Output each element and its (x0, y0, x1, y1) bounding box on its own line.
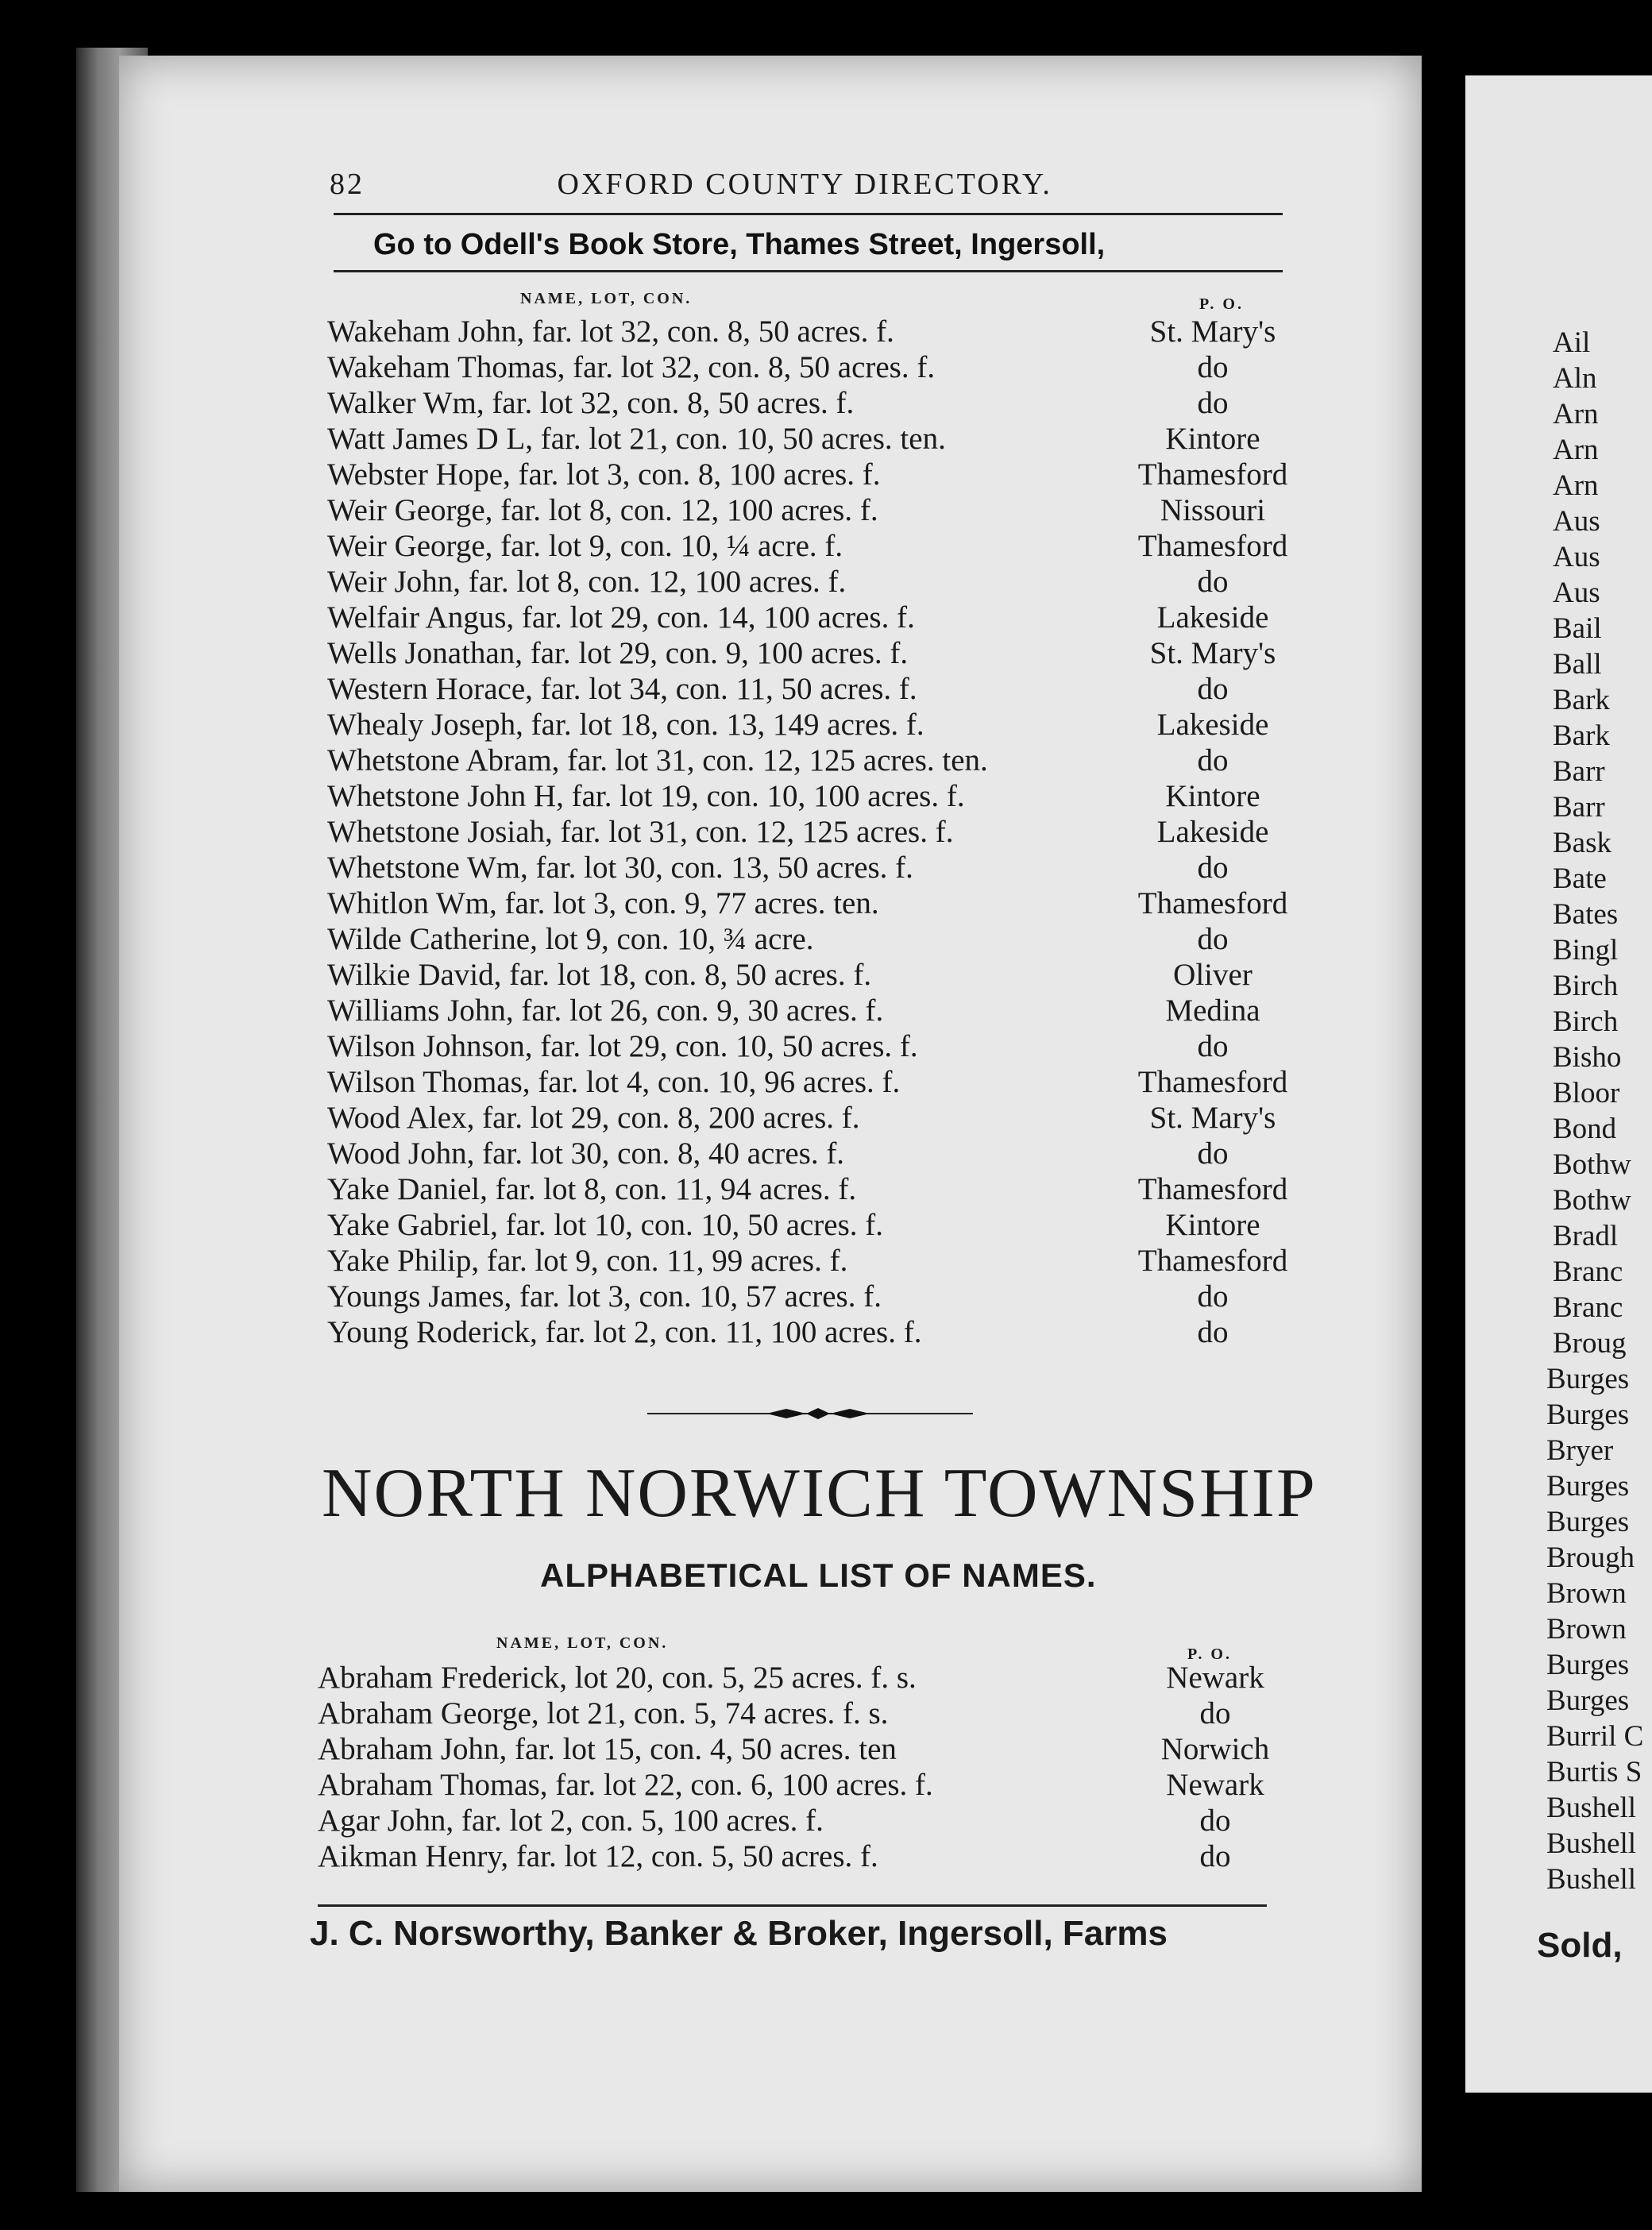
right-page-name: Aus (1553, 577, 1600, 609)
right-page-name: Bushell (1546, 1863, 1637, 1896)
entry-post-office: do (1197, 565, 1229, 599)
directory-entry (327, 743, 1312, 778)
directory-entry (327, 1243, 1312, 1279)
right-page-name: Burges (1546, 1684, 1630, 1717)
entry-post-office: Thamesford (1137, 886, 1288, 920)
section-title: NORTH NORWICH TOWNSHIP (322, 1455, 1317, 1532)
right-page-name: Aln (1553, 362, 1597, 395)
directory-entry (327, 314, 1312, 349)
entry-name: Welfair Angus, far. lot 29, con. 14, 100 acres. f. (327, 600, 915, 635)
advert-footer: J. C. Norsworthy, Banker & Broker, Ingersoll, Farms (310, 1914, 1168, 1953)
book-gutter (1423, 0, 1465, 2230)
right-page-name: Bushell (1546, 1792, 1637, 1824)
entry-name: Wilson Thomas, far. lot 4, con. 10, 96 acres. f. (327, 1065, 901, 1099)
entry-name: Walker Wm, far. lot 32, con. 8, 50 acres. f. (327, 386, 855, 420)
right-page-name: Burges (1546, 1649, 1630, 1681)
directory-entry (318, 1767, 1310, 1803)
right-page-name: Burril C (1546, 1720, 1644, 1753)
entry-post-office: Kintore (1165, 1208, 1260, 1242)
right-page-name: Birch (1553, 1005, 1619, 1038)
directory-entry (327, 1279, 1312, 1314)
right-page-name: Bates (1553, 898, 1619, 931)
right-page-name: Arn (1553, 434, 1599, 466)
right-page-name: Bingl (1553, 934, 1619, 966)
directory-entry (327, 671, 1312, 707)
entry-post-office: do (1199, 1839, 1231, 1873)
right-page-name: Bryer (1546, 1434, 1614, 1467)
entry-name: Watt James D L, far. lot 21, con. 10, 50 acres. ten. (327, 422, 946, 456)
right-page-name: Burges (1546, 1363, 1630, 1395)
directory-entries-2 (318, 1660, 1310, 1874)
banner-rule (334, 270, 1283, 272)
entry-post-office: Norwich (1160, 1732, 1270, 1766)
header-rule (334, 213, 1283, 215)
entry-post-office: do (1197, 1315, 1229, 1349)
entry-name: Aikman Henry, far. lot 12, con. 5, 50 acres. f. (318, 1839, 878, 1873)
footer-rule (318, 1904, 1267, 1907)
entry-post-office: St. Mary's (1149, 636, 1276, 670)
entry-post-office: St. Mary's (1149, 1101, 1276, 1135)
entry-post-office: do (1197, 1136, 1229, 1171)
directory-entry (327, 885, 1312, 921)
entry-post-office: Thamesford (1137, 457, 1288, 492)
directory-entry (327, 492, 1312, 528)
right-page-name: Ail (1553, 326, 1591, 359)
entry-post-office: Nissouri (1160, 493, 1266, 527)
right-page-name: Burges (1546, 1506, 1630, 1538)
advert-banner: Go to Odell's Book Store, Thames Street, Ingersoll, (373, 228, 1106, 261)
entry-name: Wood John, far. lot 30, con. 8, 40 acres. f. (327, 1136, 845, 1171)
entry-post-office: do (1197, 922, 1229, 956)
page-number: 82 (330, 168, 365, 201)
right-page-footer: Sold, (1537, 1926, 1623, 1965)
entry-name: Whetstone John H, far. lot 19, con. 10, 100 acres. f. (327, 779, 965, 813)
entry-post-office: do (1197, 851, 1229, 885)
entry-post-office: Kintore (1165, 779, 1260, 813)
directory-entry (327, 564, 1312, 600)
entry-name: Yake Daniel, far. lot 8, con. 11, 94 acres. f. (327, 1172, 857, 1206)
entry-name: Wood Alex, far. lot 29, con. 8, 200 acres. f. (327, 1101, 860, 1135)
directory-entry (318, 1660, 1310, 1696)
right-page-name: Ball (1553, 648, 1602, 681)
directory-entry (327, 1314, 1312, 1350)
directory-entry (327, 528, 1312, 564)
directory-entry (327, 1064, 1312, 1100)
right-page-name: Bothw (1553, 1148, 1631, 1181)
directory-entries (327, 314, 1312, 1350)
entry-name: Wilkie David, far. lot 18, con. 8, 50 acres. f. (327, 958, 872, 992)
entry-post-office: do (1197, 386, 1229, 420)
entry-post-office: Newark (1166, 1661, 1264, 1695)
section-subtitle: ALPHABETICAL LIST OF NAMES. (540, 1557, 1097, 1594)
entry-post-office: do (1199, 1804, 1231, 1838)
entry-name: Wakeham John, far. lot 32, con. 8, 50 acres. f. (327, 314, 894, 349)
right-page-name: Burges (1546, 1470, 1630, 1503)
entry-post-office: Kintore (1165, 422, 1260, 456)
right-page-name: Bloor (1553, 1077, 1620, 1109)
entry-post-office: Oliver (1173, 958, 1253, 992)
entry-post-office: do (1199, 1696, 1231, 1730)
directory-entry (327, 1136, 1312, 1171)
right-page-name: Burtis S (1546, 1756, 1642, 1788)
directory-entry (327, 778, 1312, 814)
directory-entry (327, 1171, 1312, 1207)
column-header-name-2: NAME, LOT, CON. (496, 1634, 669, 1652)
right-page-name: Bark (1553, 720, 1610, 752)
entry-name: Williams John, far. lot 26, con. 9, 30 acres. f. (327, 993, 884, 1028)
directory-entry (327, 1028, 1312, 1064)
entry-name: Yake Philip, far. lot 9, con. 11, 99 acres. f. (327, 1244, 848, 1278)
entry-name: Weir George, far. lot 8, con. 12, 100 acres. f. (327, 493, 878, 527)
page-header (330, 167, 1052, 202)
directory-entry (327, 635, 1312, 671)
right-page-name: Bradl (1553, 1220, 1619, 1252)
right-page-name: Brown (1546, 1577, 1627, 1610)
entry-name: Wakeham Thomas, far. lot 32, con. 8, 50 acres. f. (327, 350, 936, 384)
right-page-name: Bisho (1553, 1041, 1622, 1074)
directory-entry (327, 600, 1312, 635)
entry-post-office: Lakeside (1156, 815, 1269, 849)
entry-name: Abraham Thomas, far. lot 22, con. 6, 100 acres. f. (318, 1768, 933, 1802)
right-page-name: Barr (1553, 755, 1605, 788)
column-header-po: P. O. (1199, 295, 1244, 313)
entry-post-office: Thamesford (1137, 529, 1288, 563)
entry-post-office: do (1197, 743, 1229, 777)
entry-post-office: do (1197, 350, 1229, 384)
right-page-name: Bond (1553, 1113, 1617, 1145)
right-page-name: Bark (1553, 684, 1610, 716)
right-page-name: Bate (1553, 862, 1607, 895)
entry-name: Whetstone Abram, far. lot 31, con. 12, 125 acres. ten. (327, 743, 988, 777)
entry-name: Yake Gabriel, far. lot 10, con. 10, 50 acres. f. (327, 1208, 884, 1242)
directory-entry (327, 385, 1312, 421)
right-page-name: Brough (1546, 1541, 1635, 1574)
entry-post-office: Newark (1166, 1768, 1264, 1802)
right-page-name: Barr (1553, 791, 1605, 824)
column-header-name: NAME, LOT, CON. (520, 290, 693, 307)
column-header-po-2: P. O. (1187, 1645, 1232, 1663)
entry-name: Abraham George, lot 21, con. 5, 74 acres. f. s. (318, 1696, 889, 1730)
directory-entry (327, 921, 1312, 957)
entry-name: Wells Jonathan, far. lot 29, con. 9, 100 acres. f. (327, 636, 909, 670)
entry-post-office: Medina (1165, 993, 1260, 1028)
directory-entry (318, 1838, 1310, 1874)
right-page-name: Bushell (1546, 1827, 1637, 1860)
right-page-name: Arn (1553, 469, 1599, 502)
directory-entry (327, 993, 1312, 1028)
directory-entry (318, 1803, 1310, 1838)
entry-name: Weir John, far. lot 8, con. 12, 100 acres. f. (327, 565, 847, 599)
entry-post-office: Thamesford (1137, 1065, 1288, 1099)
directory-entry (327, 707, 1312, 743)
directory-entry (327, 850, 1312, 885)
right-page-name: Branc (1553, 1291, 1623, 1324)
entry-name: Youngs James, far. lot 3, con. 10, 57 acres. f. (327, 1279, 882, 1314)
entry-post-office: do (1197, 672, 1229, 706)
entry-name: Abraham John, far. lot 15, con. 4, 50 acres. ten (318, 1732, 897, 1766)
entry-name: Webster Hope, far. lot 3, con. 8, 100 acres. f. (327, 457, 881, 492)
directory-entry (327, 1207, 1312, 1243)
right-page-name: Burges (1546, 1399, 1630, 1431)
directory-entry (318, 1696, 1310, 1731)
entry-name: Weir George, far. lot 9, con. 10, ¼ acre. f. (327, 529, 843, 563)
right-page-name: Branc (1553, 1256, 1623, 1288)
right-page-name: Arn (1553, 398, 1599, 430)
right-page-name: Bask (1553, 827, 1611, 859)
directory-entry (327, 1100, 1312, 1136)
right-page-name: Aus (1553, 541, 1600, 573)
running-title: OXFORD COUNTY DIRECTORY. (557, 168, 1052, 201)
directory-entry (327, 421, 1312, 457)
entry-name: Whitlon Wm, far. lot 3, con. 9, 77 acres. ten. (327, 886, 879, 920)
entry-post-office: Thamesford (1137, 1244, 1288, 1278)
directory-entry (327, 957, 1312, 993)
entry-name: Whetstone Wm, far. lot 30, con. 13, 50 acres. f. (327, 851, 913, 885)
directory-entry (327, 457, 1312, 492)
directory-entry (318, 1731, 1310, 1767)
entry-post-office: Lakeside (1156, 600, 1269, 635)
right-page-name: Broug (1553, 1327, 1627, 1360)
right-page-name: Brown (1546, 1613, 1627, 1645)
section-divider-ornament (647, 1406, 973, 1422)
right-page-name: Aus (1553, 505, 1600, 538)
entry-post-office: St. Mary's (1149, 314, 1276, 349)
directory-entry (327, 814, 1312, 850)
entry-name: Abraham Frederick, lot 20, con. 5, 25 acres. f. s. (318, 1661, 917, 1695)
directory-entry (327, 349, 1312, 385)
right-page-name: Bail (1553, 612, 1602, 645)
entry-post-office: do (1197, 1029, 1229, 1063)
entry-post-office: do (1197, 1279, 1229, 1314)
entry-post-office: Thamesford (1137, 1172, 1288, 1206)
entry-name: Western Horace, far. lot 34, con. 11, 50 acres. f. (327, 672, 917, 706)
entry-name: Agar John, far. lot 2, con. 5, 100 acres. f. (318, 1804, 824, 1838)
entry-name: Whetstone Josiah, far. lot 31, con. 12, 125 acres. f. (327, 815, 954, 849)
entry-name: Wilson Johnson, far. lot 29, con. 10, 50 acres. f. (327, 1029, 918, 1063)
right-page-name: Bothw (1553, 1184, 1631, 1217)
entry-name: Wilde Catherine, lot 9, con. 10, ¾ acre. (327, 922, 814, 956)
entry-post-office: Lakeside (1156, 708, 1269, 742)
right-page-name: Birch (1553, 970, 1619, 1002)
entry-name: Whealy Joseph, far. lot 18, con. 13, 149 acres. f. (327, 708, 924, 742)
entry-name: Young Roderick, far. lot 2, con. 11, 100 acres. f. (327, 1315, 922, 1349)
